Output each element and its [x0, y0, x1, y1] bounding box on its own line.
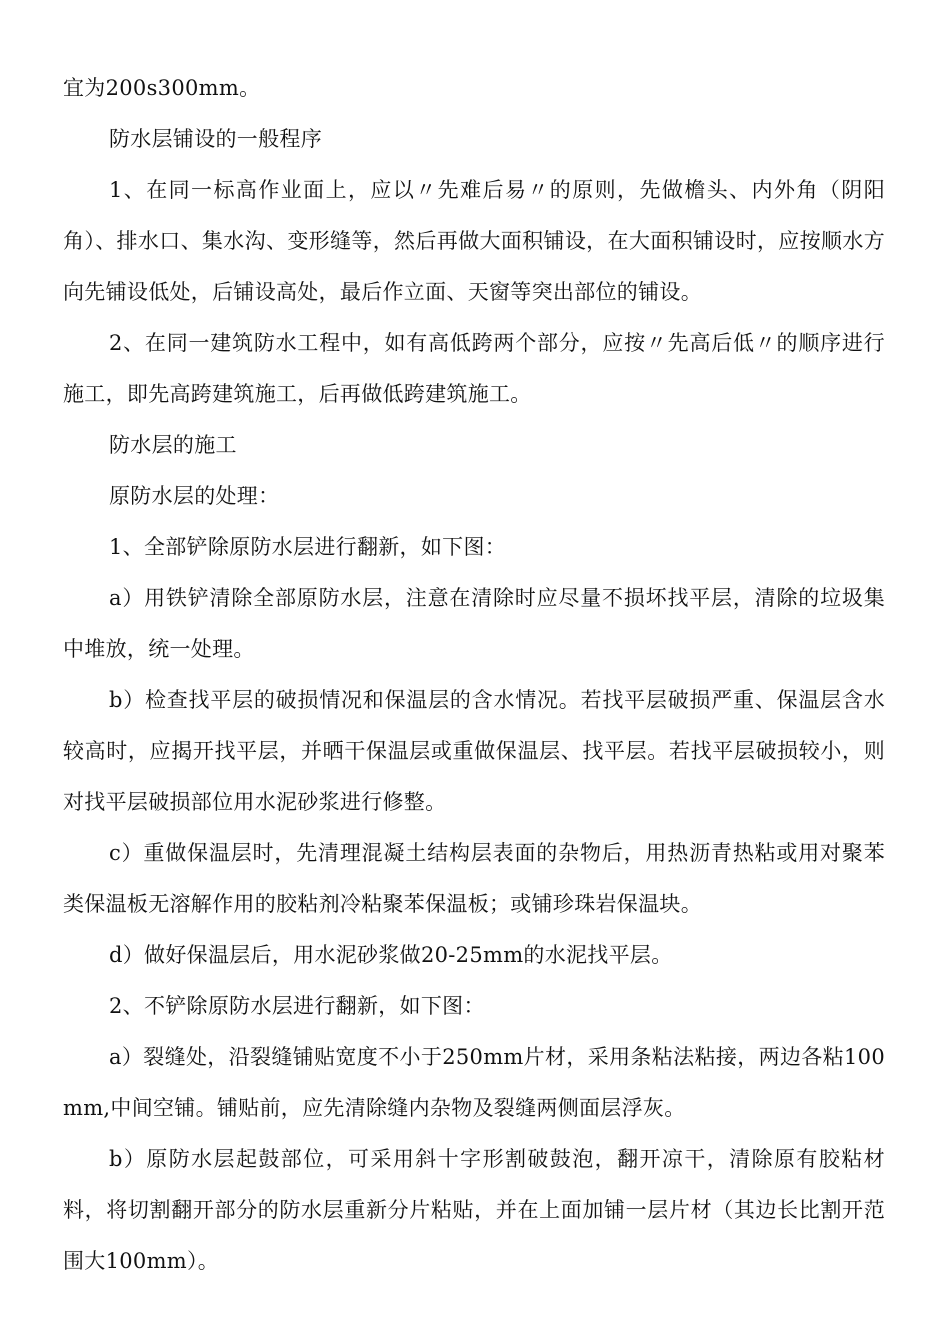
paragraph-step-1a: a）用铁铲清除全部原防水层，注意在清除时应尽量不损坏找平层，清除的垃圾集中堆放，统一处理。 [63, 586, 885, 661]
paragraph-continuation: 宜为200s300mm。 [63, 76, 261, 100]
paragraph-step-2b: b）原防水层起鼓部位，可采用斜十字形割破鼓泡，翻开凉干，清除原有胶粘材料，将切割翻开部分的防水层重新分片粘贴，并在上面加铺一层片材（其边长比割开范围大100mm）。 [63, 1147, 885, 1273]
section-heading-construction: 防水层的施工 [109, 433, 237, 457]
paragraph-method-1: 1、全部铲除原防水层进行翻新，如下图： [109, 535, 507, 559]
subheading-treatment: 原防水层的处理： [109, 484, 280, 508]
paragraph-procedure-2: 2、在同一建筑防水工程中，如有高低跨两个部分，应按〃先高后低〃的顺序进行施工，即先高跨建筑施工，后再做低跨建筑施工。 [63, 331, 885, 406]
section-heading-procedure: 防水层铺设的一般程序 [109, 127, 322, 151]
paragraph-method-2: 2、不铲除原防水层进行翻新，如下图： [109, 994, 485, 1018]
document-body [63, 63, 885, 1287]
paragraph-procedure-1: 1、在同一标高作业面上，应以〃先难后易〃的原则，先做檐头、内外角（阴阳角）、排水口、集水沟、变形缝等，然后再做大面积铺设，在大面积铺设时，应按顺水方向先铺设低处，后铺设高处，最后作立面、天窗等突出部位的铺设。 [63, 178, 885, 304]
paragraph-step-1b: b）检查找平层的破损情况和保温层的含水情况。若找平层破损严重、保温层含水较高时，应揭开找平层，并晒干保温层或重做保温层、找平层。若找平层破损较小，则对找平层破损部位用水泥砂浆进行修整。 [63, 688, 885, 814]
paragraph-step-1d: d）做好保温层后，用水泥砂浆做20-25mm的水泥找平层。 [109, 943, 673, 967]
paragraph-step-2a: a）裂缝处，沿裂缝铺贴宽度不小于250mm片材，采用条粘法粘接，两边各粘100mm,中间空铺。铺贴前，应先清除缝内杂物及裂缝两侧面层浮灰。 [63, 1045, 885, 1120]
paragraph-step-1c: c）重做保温层时，先清理混凝土结构层表面的杂物后，用热沥青热粘或用对聚苯类保温板无溶解作用的胶粘剂冷粘聚苯保温板；或铺珍珠岩保温块。 [63, 841, 885, 916]
